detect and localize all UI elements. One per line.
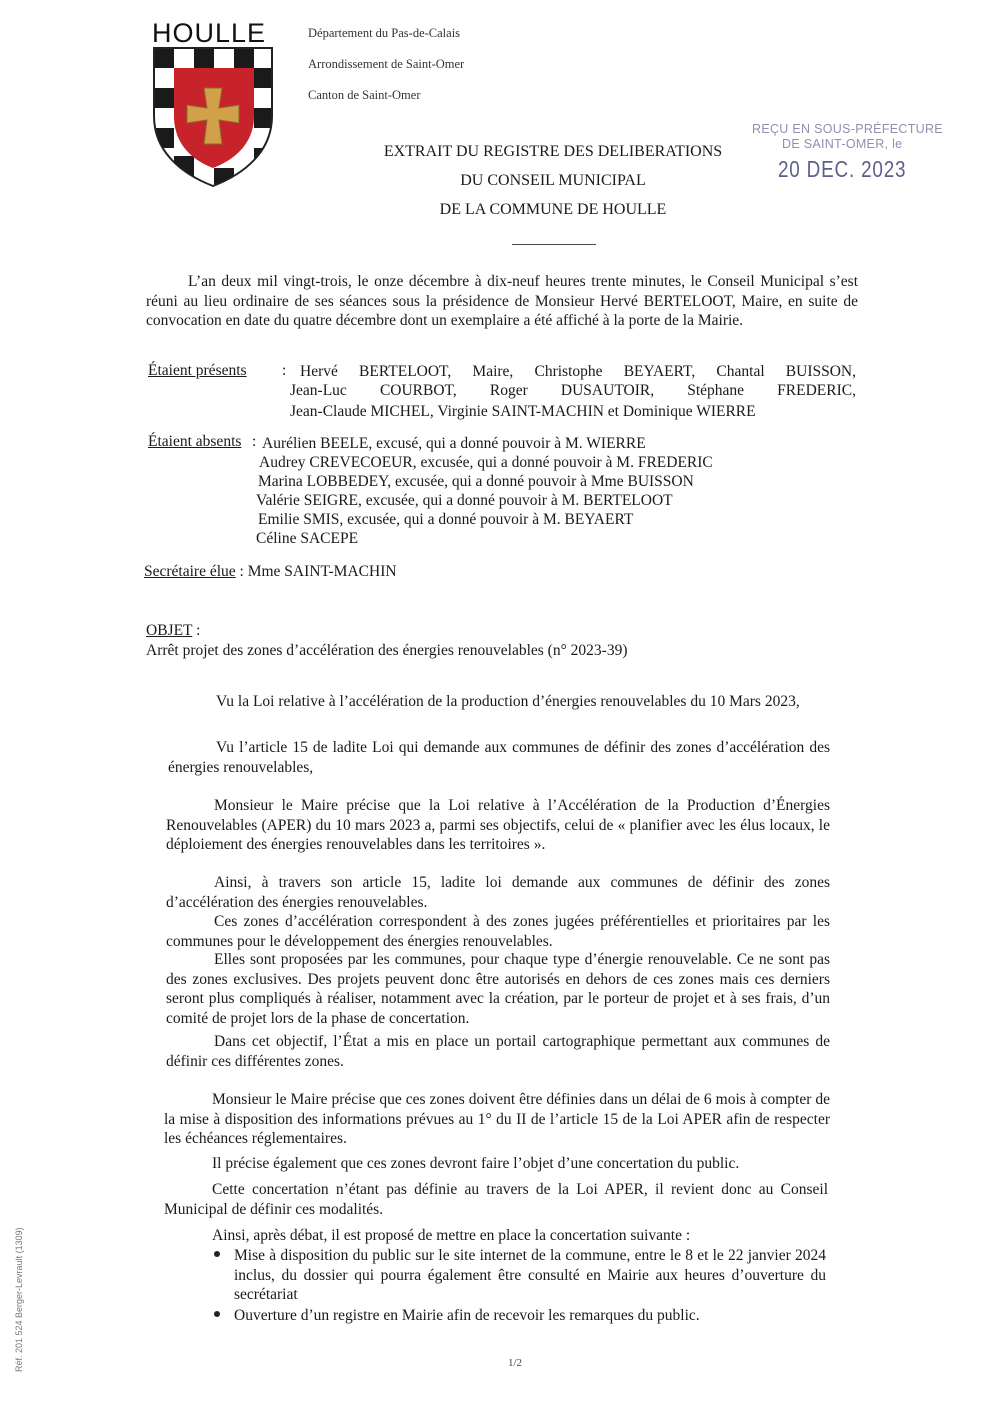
printer-reference: Réf. 201 524 Berger-Levrault (1309): [14, 1227, 24, 1372]
absent-line: Marina LOBBEDEY, excusée, qui a donné pouvoir à Mme BUISSON: [258, 473, 694, 490]
secretary-label: Secrétaire élue: [144, 563, 236, 580]
body-paragraph: Cette concertation n’étant pas définie au travers de la Loi APER, il revient donc au Conseil Municipal de définir ces modalités.: [164, 1181, 828, 1218]
document-title-line3: DE LA COMMUNE DE HOULLE: [439, 201, 667, 218]
present-line-2: Jean-Luc COURBOT, Roger DUSAUTOIR, Stéphane FREDERIC,: [290, 382, 856, 399]
body-paragraph: Ces zones d’accélération correspondent à des zones jugées préférentielles et prioritaires par les communes pour le développement des énergies renouvelables.: [166, 913, 830, 950]
title-divider: [512, 244, 596, 245]
body-paragraph: Ainsi, après débat, il est proposé de mettre en place la concertation suivante :: [212, 1227, 691, 1244]
stamp-date: 20 DEC. 2023: [778, 156, 907, 182]
present-separator: :: [282, 362, 287, 379]
body-paragraph: Vu l’article 15 de ladite Loi qui demande aux communes de définir des zones d’accélération des énergies renouvelables,: [168, 739, 830, 776]
stamp-line2: DE SAINT-OMER, le: [782, 137, 903, 151]
commune-name: HOULLE: [152, 18, 267, 48]
body-paragraph: Monsieur le Maire précise que la Loi relative à l’Accélération de la Production d’Énergies Renouvelables (APER) du 10 mars 2023 a, parmi ses objectifs, celui de « planifier avec les élus locaux, le déploiement des énergies renouvelables dans les territoires ».: [166, 797, 830, 853]
document-title-line1: EXTRAIT DU REGISTRE DES DELIBERATIONS: [383, 143, 723, 160]
absent-line: Céline SACEPE: [256, 530, 359, 547]
stamp-line1: REÇU EN SOUS-PRÉFECTURE: [752, 122, 943, 136]
page-number: 1/2: [508, 1357, 523, 1369]
body-paragraph: Il précise également que ces zones devront faire l’objet d’une concertation du public.: [212, 1155, 740, 1172]
absent-label: Étaient absents: [148, 433, 242, 450]
bullet-item: Ouverture d’un registre en Mairie afin de recevoir les remarques du public.: [234, 1307, 700, 1324]
object-label: OBJET: [146, 622, 193, 639]
secretary-row: [144, 562, 397, 581]
body-paragraph: Ainsi, à travers son article 15, ladite loi demande aux communes de définir des zones d’accélération des énergies renouvelables.: [166, 874, 830, 911]
bullet-dot-icon: [214, 1311, 220, 1317]
document-title-line2: DU CONSEIL MUNICIPAL: [460, 172, 646, 189]
body-paragraph: Monsieur le Maire précise que ces zones doivent être définies dans un délai de 6 mois à compter de la mise à disposition des informations prévues au 1° du II de l’article 15 de la Loi APER afin de respecter les échéances réglementaires.: [164, 1091, 830, 1147]
absent-line: Valérie SEIGRE, excusée, qui a donné pouvoir à M. BERTELOOT: [256, 492, 673, 509]
object-separator: :: [192, 622, 201, 639]
coat-of-arms-icon: [152, 46, 274, 188]
canton-label: Canton de Saint-Omer: [308, 88, 421, 102]
object-text: Arrêt projet des zones d’accélération des énergies renouvelables (n° 2023-39): [146, 642, 628, 659]
bullet-item: Mise à disposition du public sur le site internet de la commune, entre le 8 et le 22 janvier 2024 inclus, du dossier qui pourra également être consulté en Mairie aux heures d’ouverture du secrétariat: [234, 1247, 826, 1303]
present-line-3: Jean-Claude MICHEL, Virginie SAINT-MACHIN et Dominique WIERRE: [290, 403, 756, 420]
secretary-value: : Mme SAINT-MACHIN: [239, 563, 397, 580]
absent-separator: :: [252, 433, 257, 450]
absent-line: Audrey CREVECOEUR, excusée, qui a donné pouvoir à M. FREDERIC: [259, 454, 713, 471]
arrondissement-label: Arrondissement de Saint-Omer: [308, 57, 465, 71]
department-label: Département du Pas-de-Calais: [308, 26, 461, 40]
body-paragraph: Elles sont proposées par les communes, pour chaque type d’énergie renouvelable. Ce ne sont pas des zones exclusives. Des projets peuvent donc être autorisés en dehors de ces zones mais ces derniers seront plus compliqués à réaliser, notamment avec la création, par le porteur de projet et à ses frais, d’un comité de projet lors de la phase de concertation.: [166, 951, 830, 1027]
bullet-dot-icon: [214, 1251, 220, 1257]
body-paragraph: Vu la Loi relative à l’accélération de la production d’énergies renouvelables du 10 Mars 2023,: [216, 693, 800, 710]
present-line-1: Hervé BERTELOOT, Maire, Christophe BEYAERT, Chantal BUISSON,: [300, 363, 856, 380]
object-heading: [146, 621, 200, 640]
absent-line: Emilie SMIS, excusée, qui a donné pouvoir à M. BEYAERT: [258, 511, 634, 528]
present-label: Étaient présents: [148, 362, 247, 379]
body-paragraph: Dans cet objectif, l’État a mis en place un portail cartographique permettant aux communes de définir ces différentes zones.: [166, 1033, 830, 1070]
intro-paragraph: L’an deux mil vingt-trois, le onze décembre à dix-neuf heures trente minutes, le Conseil Municipal s’est réuni au lieu ordinaire de ses séances sous la présidence de Monsieur Hervé BERTELOOT, Maire, en suite de convocation en date du quatre décembre dont un exemplaire a été affiché à la porte de la Mairie.: [146, 273, 858, 329]
absent-line: Aurélien BEELE, excusé, qui a donné pouvoir à M. WIERRE: [262, 435, 646, 452]
